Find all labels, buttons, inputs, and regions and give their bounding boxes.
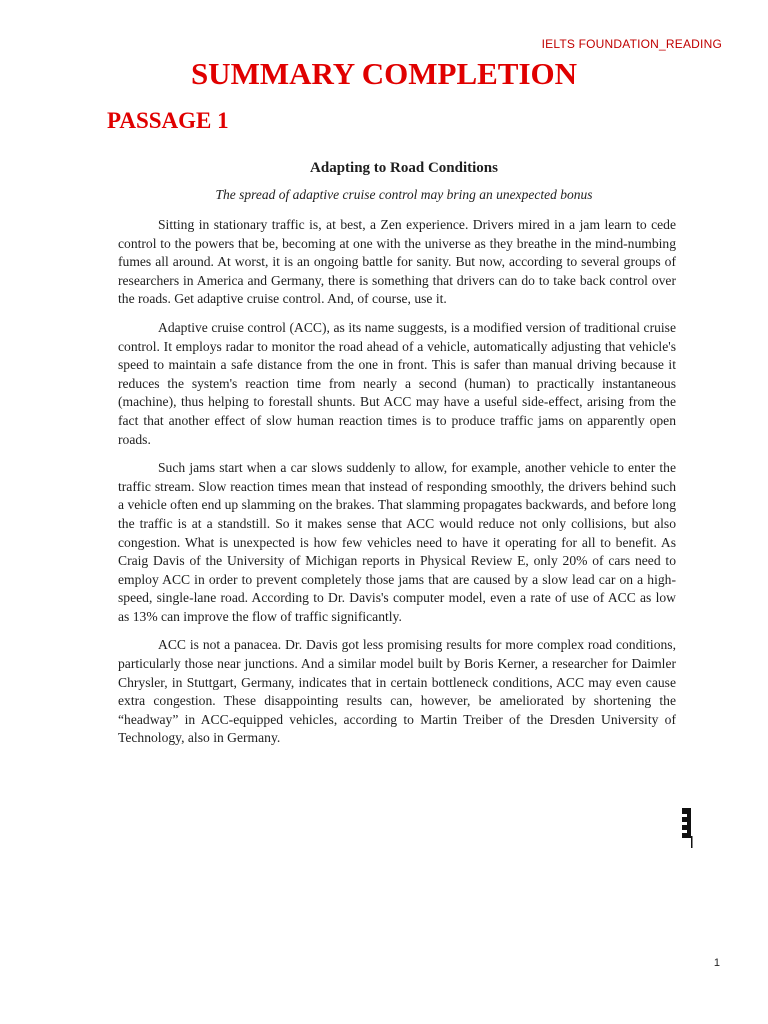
article-subtitle: The spread of adaptive cruise control may bring an unexpected bonus [215, 187, 593, 202]
document-header-tag: IELTS FOUNDATION_READING [541, 37, 722, 51]
paragraph-4: ACC is not a panacea. Dr. Davis got less promising results for more complex road conditions, particularly those near junctions. And a similar model built by Boris Kerner, a researcher for Daimler Chrysler, in Stuttgart, Germany, indicates that in certain bottleneck conditions, ACC may even cause extra congestion. These disappointing results can, however, be ameliorated by shortening the “headway” in ACC-equipped vehicles, according to Martin Treiber of the Dresden University of Technology, also in Germany. [118, 637, 676, 746]
page-number: 1 [713, 957, 720, 969]
scan-margin-mark-icon [680, 806, 694, 848]
article-title: Adapting to Road Conditions [310, 160, 498, 176]
passage-label: PASSAGE 1 [107, 108, 229, 133]
paragraph-2: Adaptive cruise control (ACC), as its name suggests, is a modified version of traditional cruise control. It employs radar to monitor the road ahead of a vehicle, automatically adjusting that vehicle's speed to maintain a safe distance from the one in front. This is safer than manual driving because it reduces the system's reaction time from nearly a second (human) to practically instantaneous (machine), thus helping to forestall shunts. But ACC may have a useful side-effect, arising from the fact that another effect of slow human reaction times is to produce traffic jams on apparently open roads. [118, 319, 676, 447]
paragraph-3: Such jams start when a car slows suddenly to allow, for example, another vehicle to enter the traffic stream. Slow reaction times mean that instead of responding smoothly, the drivers behind such a vehicle often end up slamming on the brakes. That slamming propagates backwards, and before long the traffic is at a standstill. So it makes sense that ACC would reduce not only collisions, but also congestion. What is unexpected is how few vehicles need to have it operating for all to benefit. As Craig Davis of the University of Michigan reports in Physical Review E, only 20% of cars need to employ ACC in order to prevent completely those jams that are caused by a slow lead car on a high-speed, single-lane road. According to Dr. Davis's computer model, even a rate of use of ACC as low as 13% can improve the flow of traffic significantly. [118, 460, 676, 624]
scanned-passage [118, 160, 676, 758]
page-title: SUMMARY COMPLETION [190, 56, 578, 91]
paragraph-1: Sitting in stationary traffic is, at best, a Zen experience. Drivers mired in a jam learn to cede control to the powers that be, becoming at one with the universe as they breathe in the mind-numbing fumes all around. At worst, it is an ongoing battle for sanity. But now, according to several groups of researchers in America and Germany, there is something that drivers can do to take back control over the roads. Get adaptive cruise control. And, of course, use it. [118, 217, 676, 307]
